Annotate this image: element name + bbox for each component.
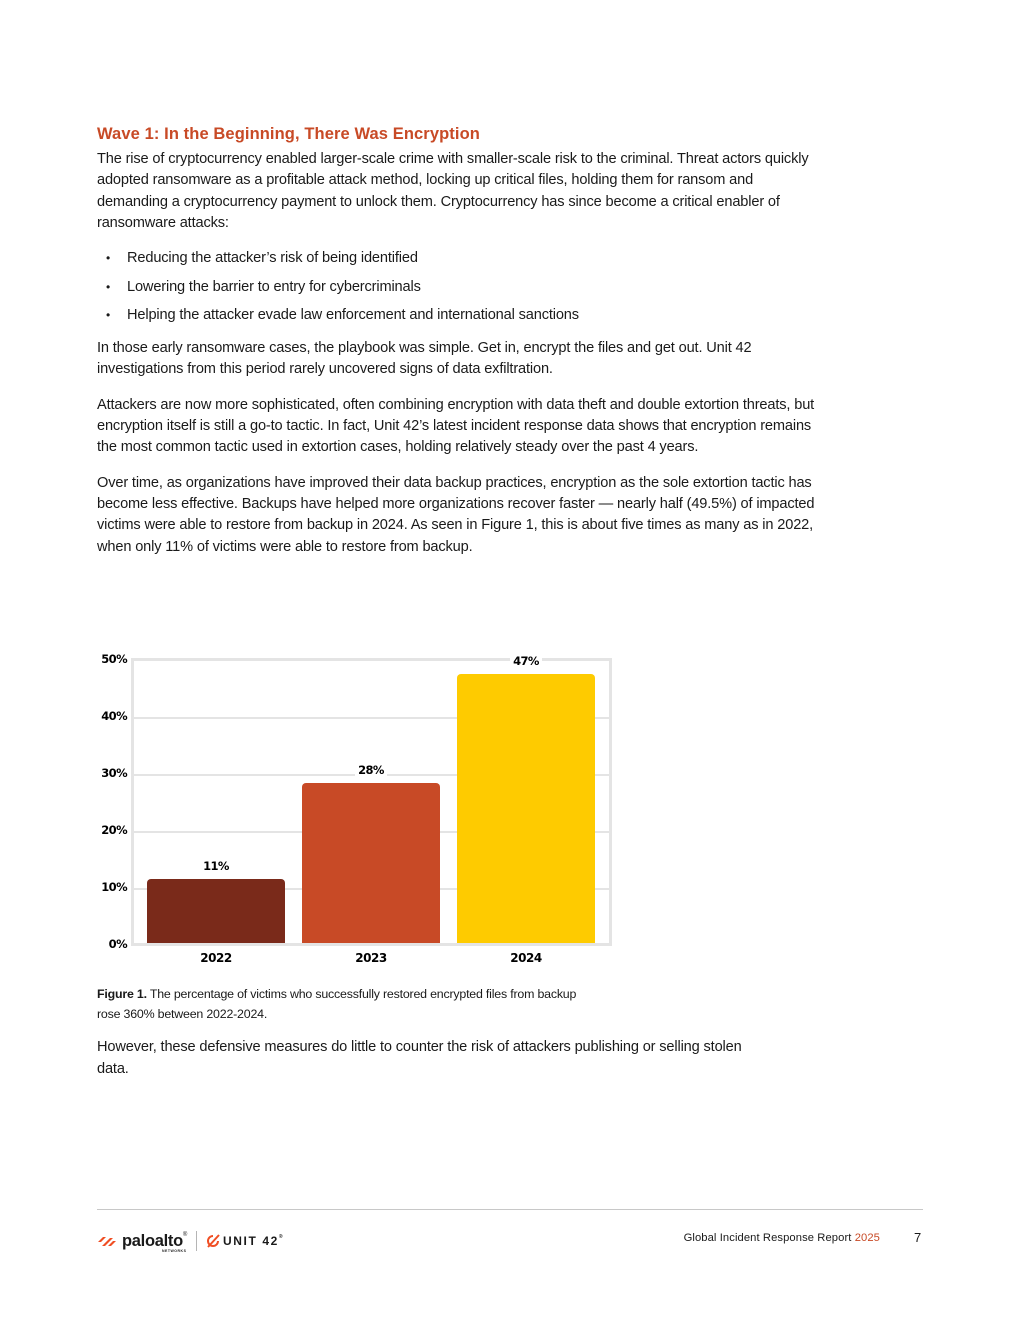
bar-2022 bbox=[147, 879, 285, 943]
y-tick-label: 10% bbox=[101, 880, 127, 894]
y-tick-label: 40% bbox=[101, 709, 127, 723]
logo-divider bbox=[196, 1231, 197, 1251]
paloalto-logo-icon bbox=[97, 1233, 119, 1249]
bullet-icon: • bbox=[106, 308, 111, 323]
bullet-item: • Reducing the attacker’s risk of being identified bbox=[97, 248, 817, 269]
y-tick-label: 20% bbox=[101, 823, 127, 837]
paragraph: Attackers are now more sophisticated, often combining encryption with data theft and double extortion threats, but encryption itself is still a go-to tactic. In fact, Unit 42’s latest incident response data shows that encryption remains the most common tactic used in extortion cases, holding relatively steady over the past 4 years. bbox=[97, 396, 815, 456]
footer-divider bbox=[97, 1209, 923, 1210]
figure-caption: Figure 1. The percentage of victims who successfully restored encrypted files from backup rose 360% between 2022-2024. bbox=[97, 987, 577, 1021]
bullet-item: • Helping the attacker evade law enforcement and international sanctions bbox=[97, 305, 817, 326]
plot-area bbox=[131, 658, 612, 946]
bar-value-label: 11% bbox=[203, 859, 229, 873]
x-tick-label: 2023 bbox=[355, 951, 387, 965]
unit42-wordmark: UNIT 42® bbox=[222, 1234, 283, 1248]
bullet-list bbox=[97, 248, 817, 326]
bar-2024 bbox=[457, 674, 595, 943]
page-number: 7 bbox=[914, 1230, 922, 1245]
paragraph: In those early ransomware cases, the playbook was simple. Get in, encrypt the files and get out. Unit 42 investigations from this period rarely uncovered signs of data exfiltration. bbox=[97, 340, 752, 378]
unit42-logo-icon bbox=[206, 1234, 220, 1248]
y-tick-label: 0% bbox=[108, 937, 127, 951]
intro-paragraph: The rise of cryptocurrency enabled larger-scale crime with smaller-scale risk to the criminal. Threat actors quickly adopted ransomware as a profitable attack method, locking up critical files, holding them for ransom and demanding a cryptocurrency payment to unlock them. Cryptocurrency has since become a critical enabler of ransomware attacks: bbox=[97, 151, 809, 231]
paloalto-wordmark: paloalto® NETWORKS bbox=[122, 1231, 187, 1253]
figure-label: Figure 1. bbox=[97, 987, 147, 1001]
bullet-icon: • bbox=[106, 251, 111, 266]
y-tick-label: 30% bbox=[101, 766, 127, 780]
bar-value-label: 47% bbox=[457, 654, 595, 668]
closing-paragraph: However, these defensive measures do little to counter the risk of attackers publishing or selling stolen data. bbox=[97, 1039, 742, 1077]
x-tick-label: 2024 bbox=[510, 951, 542, 965]
article-body bbox=[97, 124, 817, 572]
y-tick-label: 50% bbox=[101, 652, 127, 666]
section-title: Wave 1: In the Beginning, There Was Encryption bbox=[97, 125, 480, 143]
x-tick-label: 2022 bbox=[200, 951, 232, 965]
bullet-icon: • bbox=[106, 279, 111, 294]
paragraph: Over time, as organizations have improved their data backup practices, encryption as the sole extortion tactic has become less effective. Backups have helped more organizations recover faster — nearly half (49.5%) of impacted victims were able to restore from backup in 2024. As seen in Figure 1, this is about five times as many as in 2022, when only 11% of victims were able to restore from backup. bbox=[97, 474, 815, 555]
report-title: Global Incident Response Report 2025 bbox=[683, 1232, 880, 1244]
bar-2023 bbox=[302, 783, 440, 943]
bar-value-label: 28% bbox=[302, 763, 440, 777]
footer-logos bbox=[97, 1229, 283, 1253]
bullet-item: • Lowering the barrier to entry for cybercriminals bbox=[97, 277, 817, 298]
